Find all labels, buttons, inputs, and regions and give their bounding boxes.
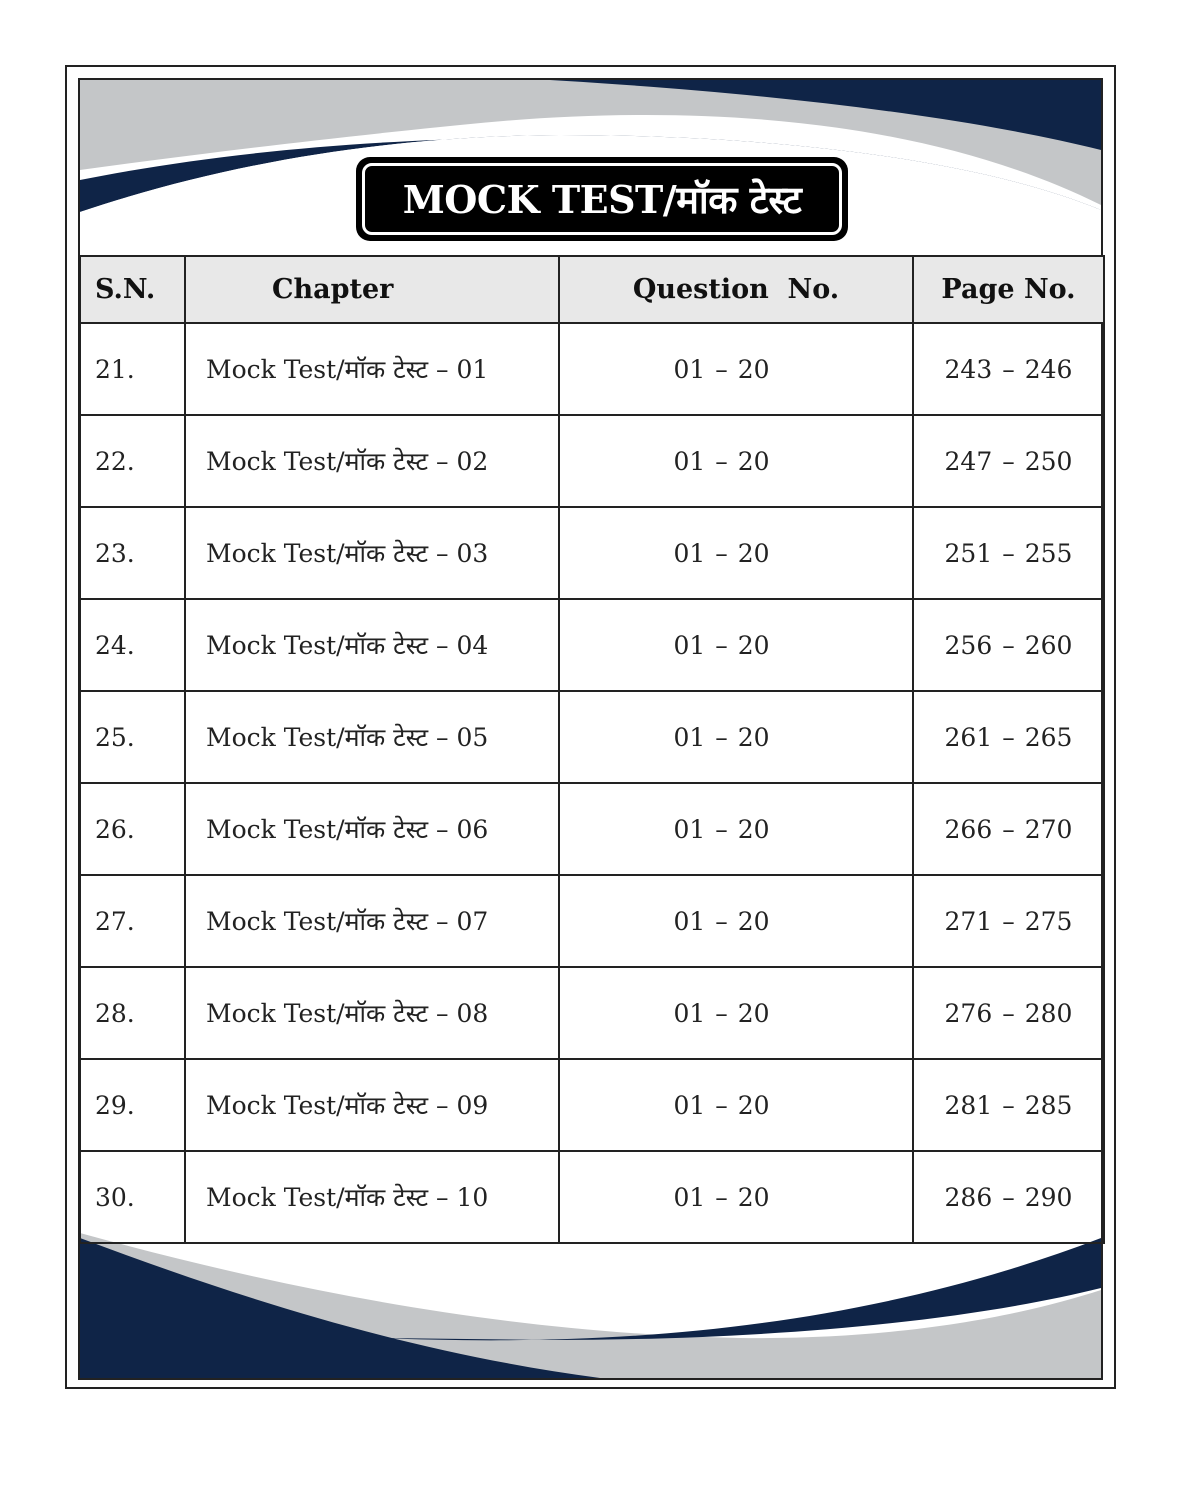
cell-chapter: Mock Test/मॉक टेस्ट – 10 xyxy=(185,1151,559,1243)
range-dash: – xyxy=(715,1090,728,1120)
page-to: 260 xyxy=(1024,630,1073,660)
page-to: 280 xyxy=(1024,998,1073,1028)
range-dash: – xyxy=(715,722,728,752)
range-dash: – xyxy=(1002,630,1015,660)
cell-question-range xyxy=(559,599,913,691)
page-from: 286 xyxy=(944,1182,993,1212)
table-row xyxy=(80,507,1104,599)
question-from: 01 xyxy=(673,538,706,568)
cell-chapter: Mock Test/मॉक टेस्ट – 07 xyxy=(185,875,559,967)
range-dash: – xyxy=(715,1182,728,1212)
cell-sn: 26. xyxy=(80,783,185,875)
cell-question-range xyxy=(559,967,913,1059)
cell-sn: 30. xyxy=(80,1151,185,1243)
table-row xyxy=(80,875,1104,967)
range-dash: – xyxy=(1002,538,1015,568)
page-to: 246 xyxy=(1024,354,1073,384)
cell-sn: 25. xyxy=(80,691,185,783)
cell-sn: 21. xyxy=(80,323,185,415)
table-row xyxy=(80,599,1104,691)
cell-question-range xyxy=(559,691,913,783)
cell-chapter: Mock Test/मॉक टेस्ट – 04 xyxy=(185,599,559,691)
cell-question-range xyxy=(559,415,913,507)
range-dash: – xyxy=(715,814,728,844)
question-to: 20 xyxy=(737,538,770,568)
cell-chapter: Mock Test/मॉक टेस्ट – 03 xyxy=(185,507,559,599)
header-chapter: Chapter xyxy=(185,256,559,323)
page-from: 281 xyxy=(944,1090,993,1120)
page-from: 247 xyxy=(944,446,993,476)
question-to: 20 xyxy=(737,998,770,1028)
cell-page-range xyxy=(913,691,1104,783)
page-to: 255 xyxy=(1024,538,1073,568)
question-from: 01 xyxy=(673,1090,706,1120)
cell-sn: 22. xyxy=(80,415,185,507)
cell-chapter: Mock Test/मॉक टेस्ट – 09 xyxy=(185,1059,559,1151)
question-to: 20 xyxy=(737,630,770,660)
cell-question-range xyxy=(559,507,913,599)
table-row xyxy=(80,415,1104,507)
cell-question-range xyxy=(559,783,913,875)
page-to: 275 xyxy=(1024,906,1073,936)
range-dash: – xyxy=(715,630,728,660)
page-title: MOCK TEST/मॉक टेस्ट xyxy=(402,177,802,222)
cell-chapter: Mock Test/मॉक टेस्ट – 08 xyxy=(185,967,559,1059)
range-dash: – xyxy=(1002,446,1015,476)
question-to: 20 xyxy=(737,354,770,384)
range-dash: – xyxy=(1002,906,1015,936)
cell-page-range xyxy=(913,507,1104,599)
cell-page-range xyxy=(913,875,1104,967)
question-from: 01 xyxy=(673,906,706,936)
question-to: 20 xyxy=(737,1182,770,1212)
range-dash: – xyxy=(1002,998,1015,1028)
cell-sn: 24. xyxy=(80,599,185,691)
page-from: 261 xyxy=(944,722,993,752)
range-dash: – xyxy=(1002,722,1015,752)
cell-question-range xyxy=(559,323,913,415)
table-row xyxy=(80,1059,1104,1151)
title-badge-inner-border xyxy=(362,163,842,235)
question-to: 20 xyxy=(737,722,770,752)
question-from: 01 xyxy=(673,354,706,384)
page-from: 243 xyxy=(944,354,993,384)
page-to: 265 xyxy=(1024,722,1073,752)
table-row xyxy=(80,323,1104,415)
title-badge xyxy=(356,157,848,241)
cell-chapter: Mock Test/मॉक टेस्ट – 02 xyxy=(185,415,559,507)
footer-wave-decoration xyxy=(80,1228,1101,1378)
table-row xyxy=(80,967,1104,1059)
range-dash: – xyxy=(715,446,728,476)
table-row xyxy=(80,691,1104,783)
cell-sn: 27. xyxy=(80,875,185,967)
header-sn: S.N. xyxy=(80,256,185,323)
range-dash: – xyxy=(715,538,728,568)
table-row xyxy=(80,783,1104,875)
cell-page-range xyxy=(913,1059,1104,1151)
cell-page-range xyxy=(913,323,1104,415)
table-row xyxy=(80,1151,1104,1243)
table-body xyxy=(80,323,1104,1243)
cell-question-range xyxy=(559,875,913,967)
page-from: 271 xyxy=(944,906,993,936)
cell-page-range xyxy=(913,1151,1104,1243)
header-row xyxy=(80,256,1104,323)
question-to: 20 xyxy=(737,906,770,936)
page-to: 270 xyxy=(1024,814,1073,844)
question-from: 01 xyxy=(673,630,706,660)
cell-chapter: Mock Test/मॉक टेस्ट – 01 xyxy=(185,323,559,415)
cell-sn: 28. xyxy=(80,967,185,1059)
cell-page-range xyxy=(913,783,1104,875)
page-from: 256 xyxy=(944,630,993,660)
cell-sn: 29. xyxy=(80,1059,185,1151)
range-dash: – xyxy=(1002,814,1015,844)
page-to: 250 xyxy=(1024,446,1073,476)
cell-page-range xyxy=(913,415,1104,507)
cell-page-range xyxy=(913,599,1104,691)
page-to: 285 xyxy=(1024,1090,1073,1120)
range-dash: – xyxy=(1002,1182,1015,1212)
question-to: 20 xyxy=(737,446,770,476)
range-dash: – xyxy=(715,906,728,936)
contents-table xyxy=(79,255,1105,1244)
cell-page-range xyxy=(913,967,1104,1059)
header-page: Page No. xyxy=(913,256,1104,323)
question-from: 01 xyxy=(673,446,706,476)
header-question: Question No. xyxy=(559,256,913,323)
question-to: 20 xyxy=(737,1090,770,1120)
page-to: 290 xyxy=(1024,1182,1073,1212)
question-from: 01 xyxy=(673,1182,706,1212)
range-dash: – xyxy=(715,354,728,384)
page-from: 276 xyxy=(944,998,993,1028)
question-from: 01 xyxy=(673,814,706,844)
cell-question-range xyxy=(559,1151,913,1243)
cell-sn: 23. xyxy=(80,507,185,599)
cell-chapter: Mock Test/मॉक टेस्ट – 05 xyxy=(185,691,559,783)
range-dash: – xyxy=(1002,354,1015,384)
page-from: 251 xyxy=(944,538,993,568)
range-dash: – xyxy=(1002,1090,1015,1120)
range-dash: – xyxy=(715,998,728,1028)
question-from: 01 xyxy=(673,998,706,1028)
question-to: 20 xyxy=(737,814,770,844)
question-from: 01 xyxy=(673,722,706,752)
page-from: 266 xyxy=(944,814,993,844)
cell-chapter: Mock Test/मॉक टेस्ट – 06 xyxy=(185,783,559,875)
cell-question-range xyxy=(559,1059,913,1151)
